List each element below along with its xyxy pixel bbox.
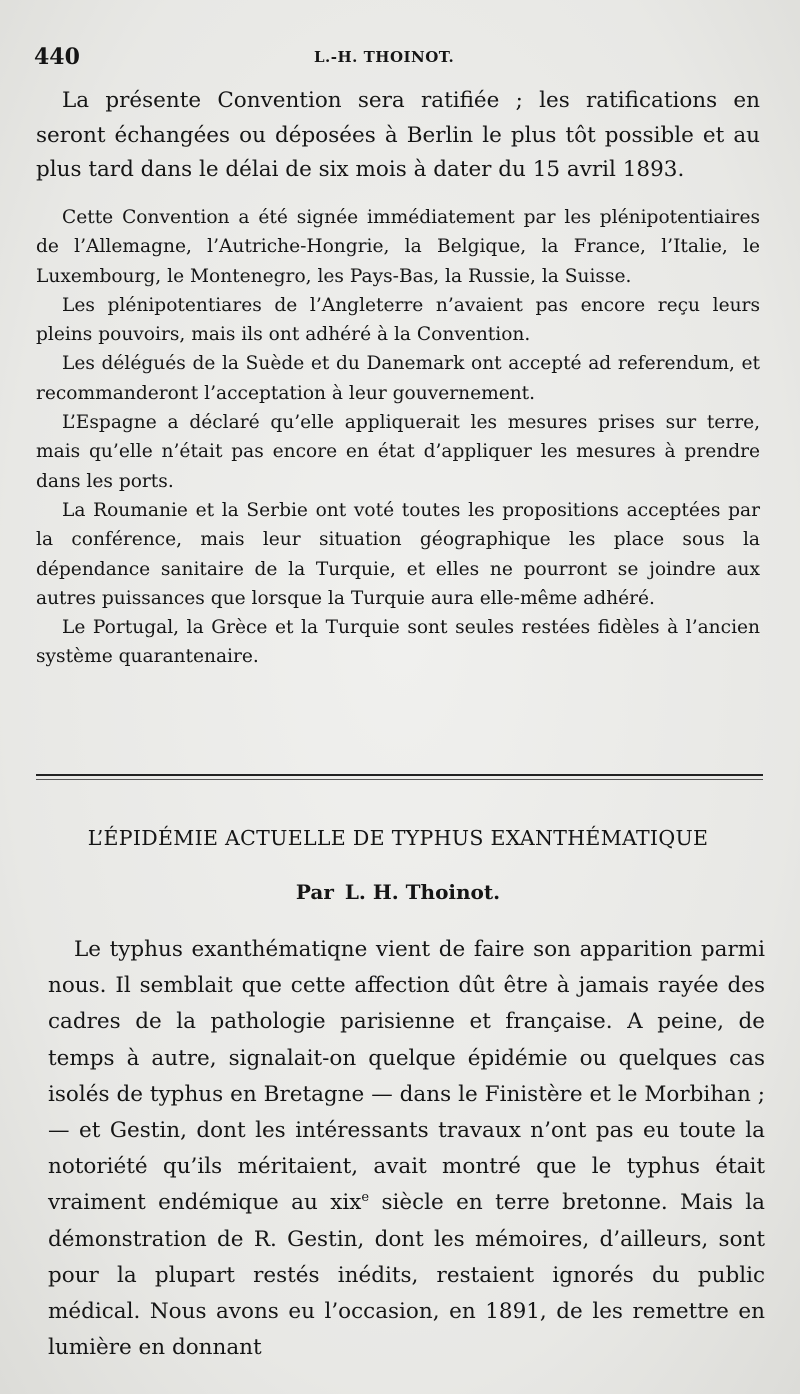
paragraph: Les délégués de la Suède et du Danemark ont accepté ad referendum, et recommanderont l’acceptation à leur gouvernement. — [36, 353, 760, 404]
paragraph: Cette Convention a été signée immédiatement par les plénipotentiaires de l’Allemagne, l’Autriche-Hongrie, la Belgique, la France, l’Italie, le Luxembourg, le Montenegro, les Pays-Bas, la Russie, la Suisse. — [36, 207, 760, 287]
article-title: L’ÉPIDÉMIE ACTUELLE DE TYPHUS EXANTHÉMATIQUE — [87, 826, 709, 850]
running-head — [34, 44, 760, 70]
superscript: e — [361, 1190, 370, 1206]
section-divider — [36, 774, 763, 776]
paragraph — [48, 932, 765, 1366]
paragraph: L’Espagne a déclaré qu’elle appliquerait les mesures prises sur terre, mais qu’elle n’était pas encore en état d’appliquer les mesures à prendre dans les ports. — [36, 412, 760, 492]
byline-author: L. H. Thoinot. — [344, 880, 501, 904]
signatories-text — [36, 203, 760, 672]
article-body — [48, 932, 765, 1366]
paragraph: La Roumanie et la Serbie ont voté toutes les propositions acceptées par la conférence, mais leur situation géographique les place sous la dépendance sanitaire de la Turquie, et elles ne pourront se joindre aux autres puissances que lorsque la Turquie aura elle-même adhéré. — [36, 499, 760, 609]
paragraph: Le Portugal, la Grèce et la Turquie sont seules restées fidèles à l’ancien système quarantenaire. — [36, 617, 760, 668]
byline — [36, 880, 760, 904]
running-title: L.-H. THOINOT. — [314, 48, 455, 66]
body-text: siècle en terre bretonne. Mais la démonstration de R. Gestin, dont les mémoires, d’ailleurs, sont pour la plupart restés inédits, restaient ignorés du public médical. Nous avons eu l’occasion, en 1891, de les remettre en lumière en donnant — [48, 1190, 766, 1361]
body-text: Le typhus exanthématiqne vient de faire son apparition parmi nous. Il semblait que cette affection dût être à jamais rayée des cadres de la pathologie parisienne et française. A peine, de temps à autre, signalait-on quelque épidémie ou quelques cas isolés de typhus en Bretagne — dans le Finistère et le Morbihan ; — et Gestin, dont les intéressants travaux n’ont pas eu toute la notoriété qu’ils méritaient, avait montré que le typhus était vraiment endémique au xix — [48, 937, 765, 1216]
paragraph: Les plénipotentiares de l’Angleterre n’avaient pas encore reçu leurs pleins pouvoirs, mais ils ont adhéré à la Convention. — [36, 294, 760, 346]
convention-text — [36, 84, 760, 188]
byline-prefix: Par — [295, 880, 334, 904]
paragraph: La présente Convention sera ratifiée ; les ratifications en seront échangées ou déposées à Berlin le plus tôt possible et au plus tard dans le délai de six mois à dater du 15 avril 1893. — [36, 88, 760, 182]
page-number: 440 — [34, 44, 80, 70]
section-divider-thin — [36, 779, 763, 780]
